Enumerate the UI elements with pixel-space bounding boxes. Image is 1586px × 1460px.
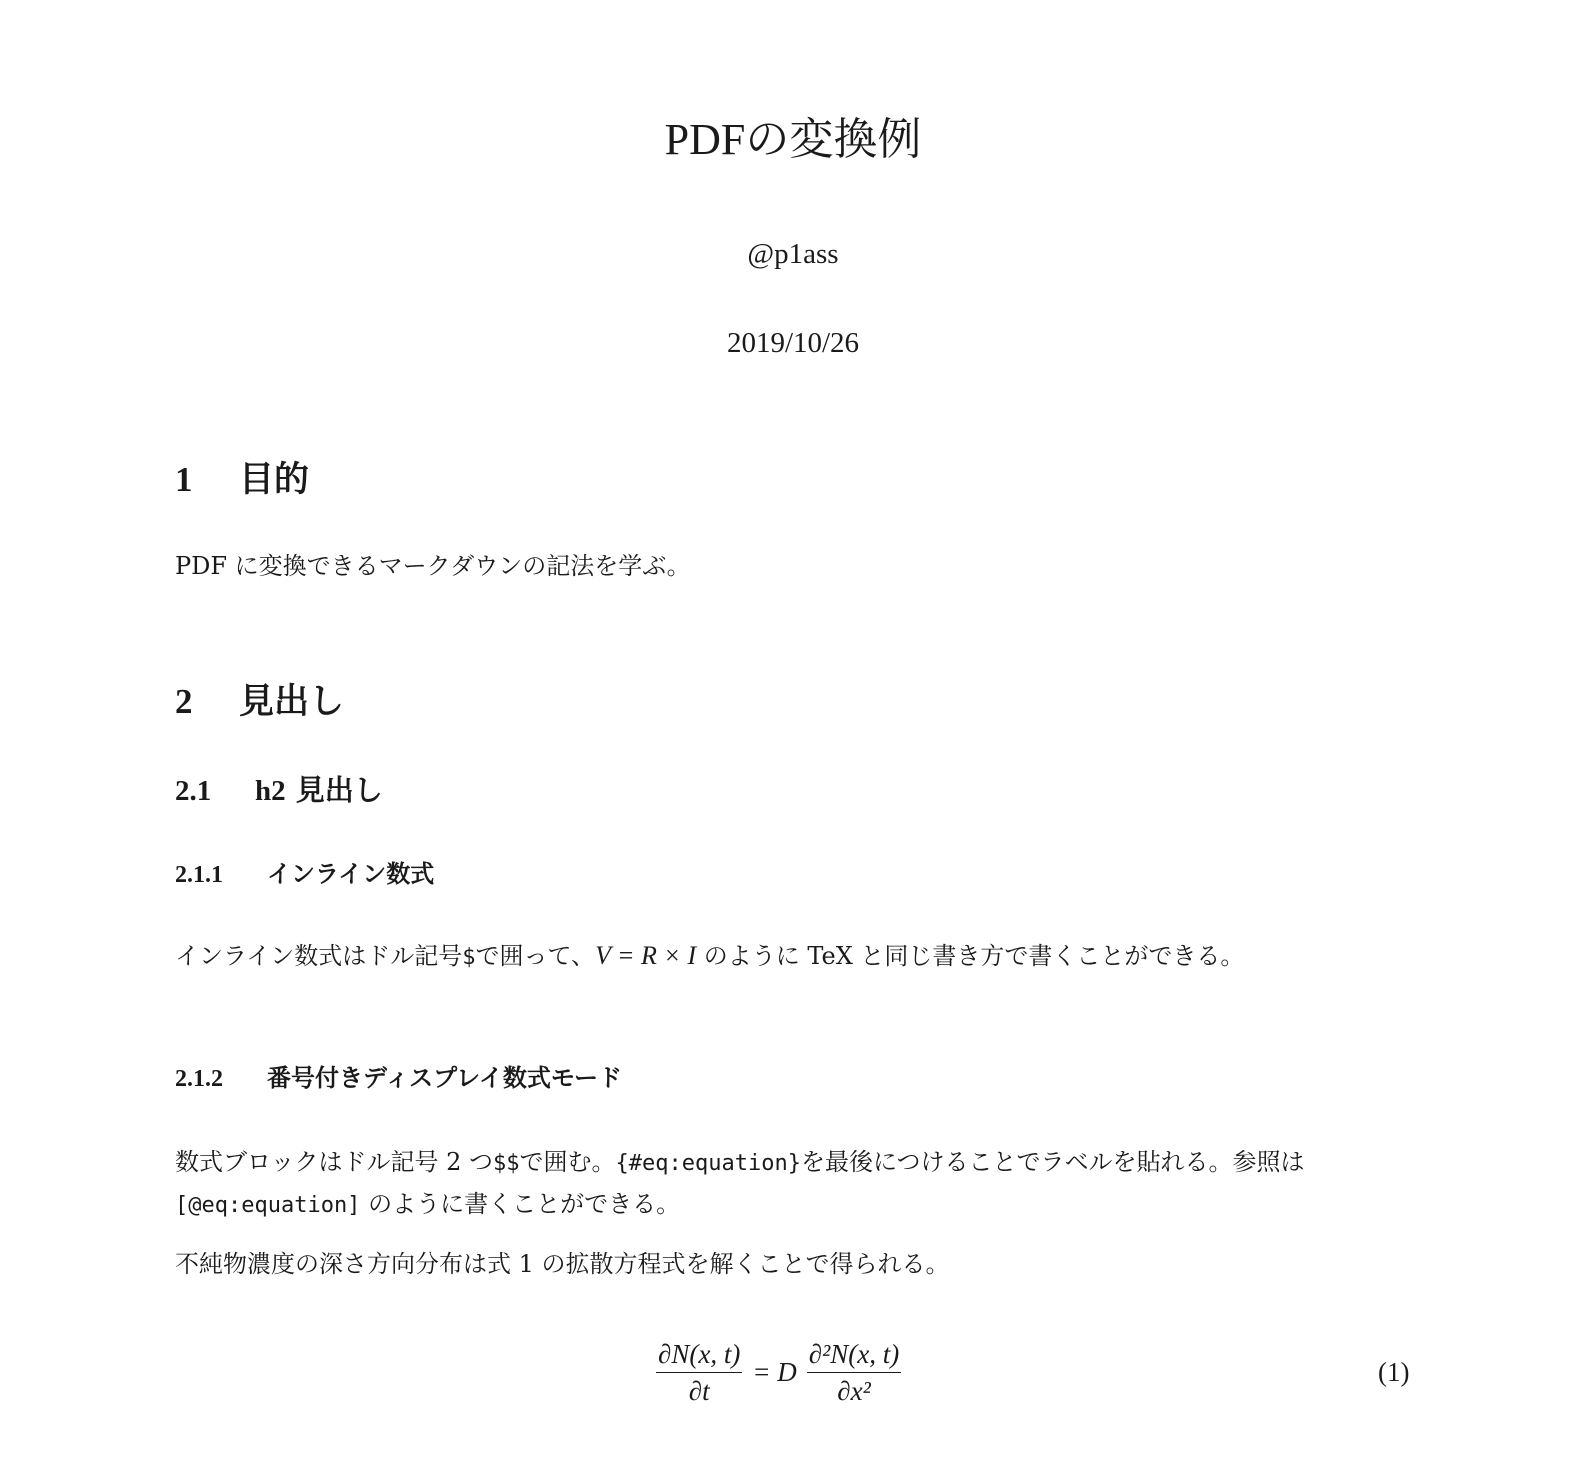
subsubsection-2-1-1-heading [175, 858, 1435, 891]
rhs-denominator: ∂x² [837, 1375, 871, 1406]
document-date: 2019/10/26 [726, 327, 860, 359]
section-1-heading [175, 458, 1435, 502]
diffusion-paragraph: 不純物濃度の深さ方向分布は式 1 の拡散方程式を解くことで得られる。 [175, 1250, 950, 1278]
subsubsection-title: 番号付きディスプレイ数式モード [267, 1064, 622, 1092]
text-run: を最後につけることでラベルを貼れる。参照は [800, 1148, 1305, 1176]
text-run: のように書くことができる。 [360, 1190, 681, 1218]
lhs-numerator: ∂N(x, t) [656, 1338, 742, 1373]
inline-code: $$ [493, 1151, 520, 1176]
inline-code: $ [462, 945, 476, 970]
lhs-fraction [656, 1338, 742, 1407]
equation-label: (1) [1378, 1357, 1410, 1387]
equals-d: = D [752, 1356, 797, 1387]
subsubsection-title: インライン数式 [267, 860, 435, 888]
subsubsection-number: 2.1.2 [175, 1066, 223, 1092]
text-run: で囲む。 [519, 1148, 616, 1176]
section-title: 目的 [239, 460, 310, 500]
lhs-denominator: ∂t [688, 1375, 710, 1406]
text-run: のように TeX と同じ書き方で書くことができる。 [696, 942, 1245, 970]
subsection-title-rest: 見出し [285, 773, 383, 807]
inline-code: [@eq:equation] [175, 1193, 361, 1218]
subsubsection-2-1-2-heading [175, 1062, 1435, 1095]
subsection-number: 2.1 [175, 775, 212, 807]
document-author: @p1ass [747, 238, 839, 270]
section-2-heading [175, 680, 1435, 724]
subsection-title-lead: h2 [255, 775, 286, 807]
text-run: で囲って、 [475, 942, 596, 970]
inline-math: V = R × I [595, 941, 697, 970]
display-equation [0, 1332, 1586, 1412]
document-title: PDFの変換例 [664, 115, 922, 164]
equation-body [652, 1332, 905, 1412]
text-run: 数式ブロックはドル記号 2 つ [175, 1148, 494, 1176]
section-number: 1 [175, 460, 193, 499]
display-math-paragraph [175, 1142, 1435, 1226]
inline-math-paragraph [175, 936, 1435, 978]
section-1-body: PDF に変換できるマークダウンの記法を学ぶ。 [175, 552, 691, 580]
inline-code: {#eq:equation} [615, 1151, 801, 1176]
rhs-numerator: ∂²N(x, t) [807, 1338, 901, 1373]
subsubsection-number: 2.1.1 [175, 862, 223, 888]
section-title: 見出し [239, 682, 345, 722]
subsection-2-1-heading [175, 772, 1435, 809]
text-run: インライン数式はドル記号 [175, 942, 463, 970]
section-number: 2 [175, 682, 193, 721]
rhs-fraction [807, 1338, 901, 1407]
